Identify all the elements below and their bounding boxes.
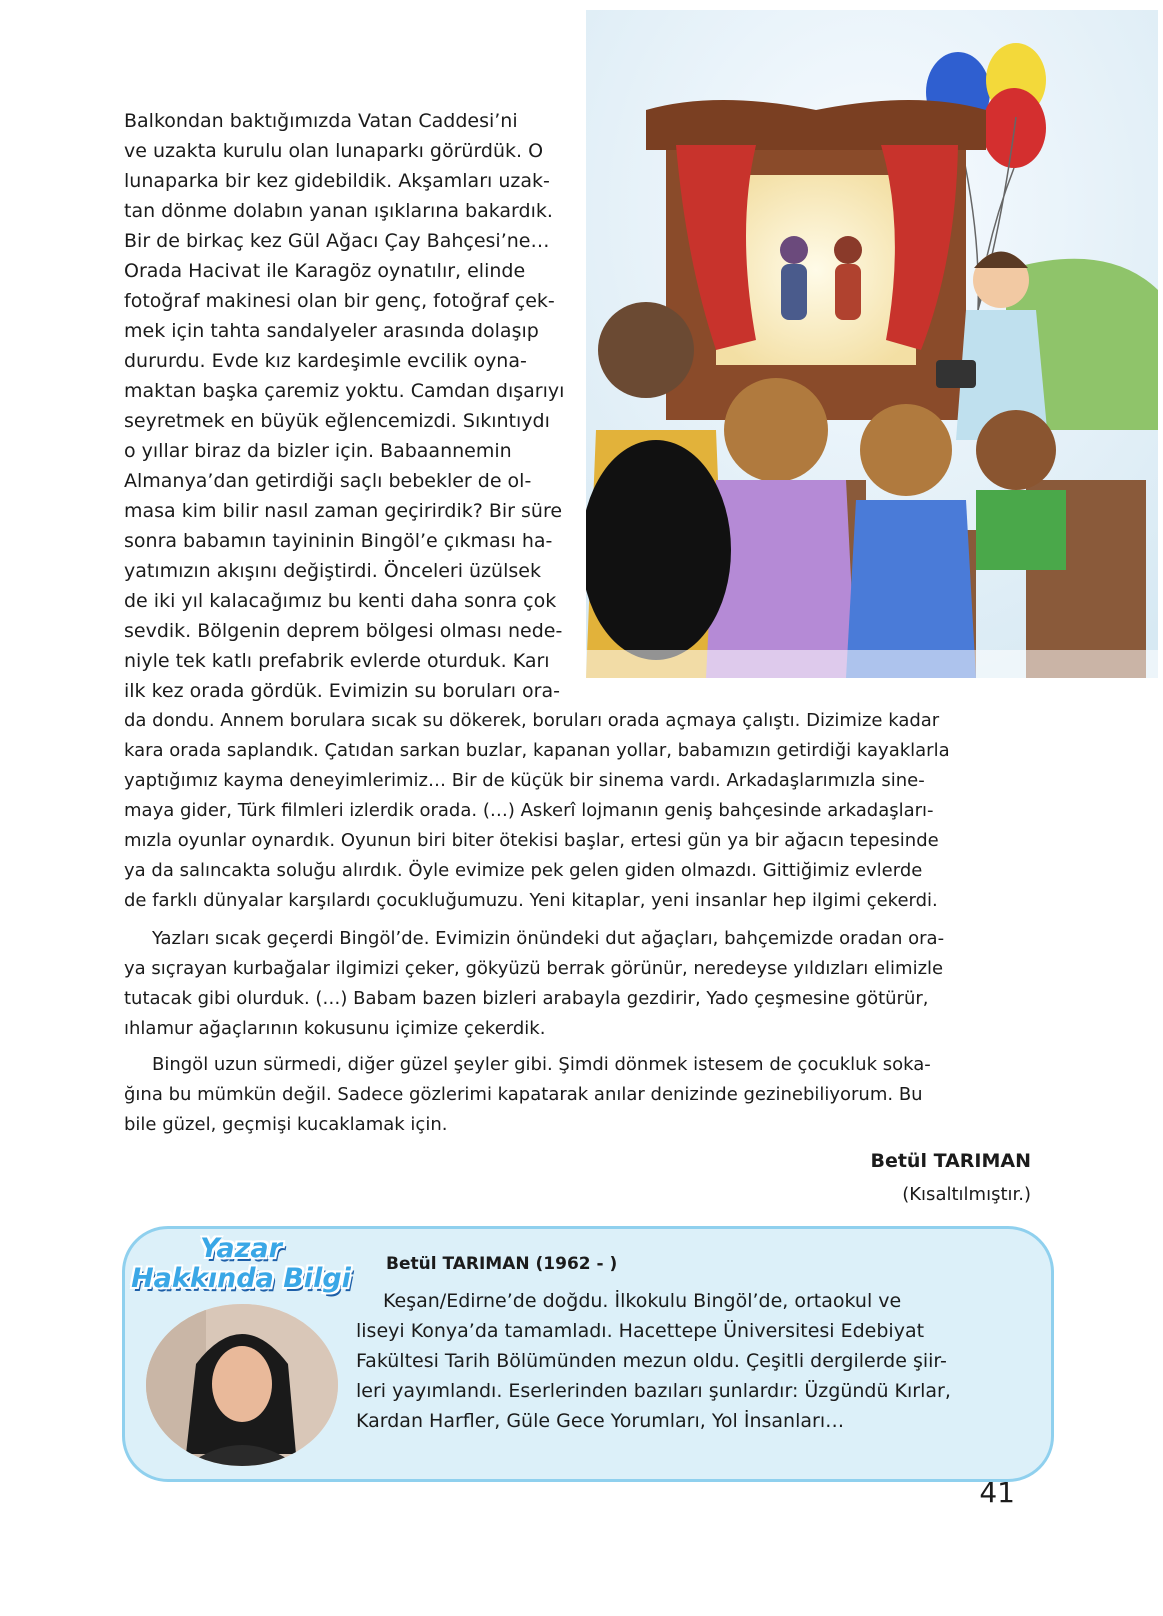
author-info-title-line1: Yazar [200,1233,282,1264]
story-line: ya da salıncakta soluğu alırdık. Öyle evimize pek gelen giden olmazdı. Gittiğimiz evlerde [124,860,923,881]
story-line: sevdik. Bölgenin deprem bölgesi olması nede- [124,620,563,642]
story-line: sonra babamın tayininin Bingöl’e çıkması ha- [124,530,553,552]
author-photo [146,1304,338,1466]
abridged-note: (Kısaltılmıştır.) [902,1184,1031,1205]
story-line: ğına bu mümkün değil. Sadece gözlerimi kapatarak anılar denizinde gezinebiliyorum. Bu [124,1084,923,1105]
story-line: mek için tahta sandalyeler arasında dolaşıp [124,320,539,342]
story-line: niyle tek katlı prefabrik evlerde oturduk. Karı [124,650,550,672]
story-line: Bir de birkaç kez Gül Ağacı Çay Bahçesi’ne… [124,230,550,252]
story-line: de farklı dünyalar karşılardı çocukluğumuzu. Yeni kitaplar, yeni insanlar hep ilgimi çekerdi. [124,890,938,911]
bio-heading: Betül TARIMAN (1962 - ) [386,1254,618,1274]
story-line: seyretmek en büyük eğlencemizdi. Sıkıntıydı [124,410,550,432]
bio-line: Kardan Harfler, Güle Gece Yorumları, Yol İnsanları… [356,1410,845,1432]
story-line: yaptığımız kayma deneyimlerimiz… Bir de küçük bir sinema vardı. Arkadaşlarımızla sine- [124,770,925,791]
story-line: bile güzel, geçmişi kucaklamak için. [124,1114,448,1135]
story-line: lunaparka bir kez gidebildik. Akşamları uzak- [124,170,550,192]
story-line: ve uzakta kurulu olan lunaparkı görürdük. O [124,140,544,162]
story-line: ya sıçrayan kurbağalar ilgimizi çeker, gökyüzü berrak görünür, neredeyse yıldızları elimizle [124,958,944,979]
story-line: Almanya’dan getirdiği saçlı bebekler de ol- [124,470,532,492]
story-line: tan dönme dolabın yanan ışıklarına bakardık. [124,200,553,222]
story-line: Balkondan baktığımızda Vatan Caddesi’ni [124,110,518,132]
story-line: o yıllar biraz da bizler için. Babaannemin [124,440,512,462]
story-line: ilk kez orada gördük. Evimizin su boruları ora- [124,680,560,702]
story-line: masa kim bilir nasıl zaman geçirirdik? Bir süre [124,500,563,522]
shadow-play-illustration [586,10,1158,678]
story-line: yatımızın akışını değiştirdi. Önceleri üzülsek [124,560,541,582]
bio-line: leri yayımlandı. Eserlerinden bazıları şunlardır: Üzgündü Kırlar, [356,1380,951,1402]
bio-line: liseyi Konya’da tamamladı. Hacettepe Üniversitesi Edebiyat [356,1320,925,1342]
story-line: fotoğraf makinesi olan bir genç, fotoğraf çek- [124,290,555,312]
author-signature: Betül TARIMAN [870,1150,1031,1172]
story-line: kara orada saplandık. Çatıdan sarkan buzlar, kapanan yollar, babamızın getirdiği kayaklarla [124,740,950,761]
author-info-title [126,1234,356,1294]
story-line: tutacak gibi olurduk. (…) Babam bazen bizleri arabayla gezdirir, Yado çeşmesine götürür, [124,988,929,1009]
author-info-title-line2: Hakkında Bilgi [131,1263,351,1294]
author-portrait-icon [146,1304,338,1466]
story-line: ıhlamur ağaçlarının kokusunu içimize çekerdik. [124,1018,546,1039]
story-line: mızla oyunlar oynardık. Oyunun biri biter ötekisi başlar, ertesi gün ya bir ağacın tepesinde [124,830,939,851]
bio-line: Fakültesi Tarih Bölümünden mezun oldu. Çeşitli dergilerde şiir- [356,1350,947,1372]
story-line: Yazları sıcak geçerdi Bingöl’de. Evimizin önündeki dut ağaçları, bahçemizde oradan ora- [152,928,945,949]
story-line: da dondu. Annem borulara sıcak su dökerek, boruları orada açmaya çalıştı. Dizimize kadar [124,710,940,731]
story-line: maya gider, Türk filmleri izlerdik orada. (…) Askerî lojmanın geniş bahçesinde arkadaşları- [124,800,934,821]
story-line: de iki yıl kalacağımız bu kenti daha sonra çok [124,590,557,612]
story-line: dururdu. Evde kız kardeşimle evcilik oyna- [124,350,527,372]
page-number: 41 [979,1476,1015,1509]
story-line: Bingöl uzun sürmedi, diğer güzel şeyler gibi. Şimdi dönmek istesem de çocukluk soka- [152,1054,931,1075]
bio-line: Keşan/Edirne’de doğdu. İlkokulu Bingöl’de, ortaokul ve [383,1290,902,1312]
story-line: Orada Hacivat ile Karagöz oynatılır, elinde [124,260,526,282]
story-line: maktan başka çaremiz yoktu. Camdan dışarıyı [124,380,565,402]
